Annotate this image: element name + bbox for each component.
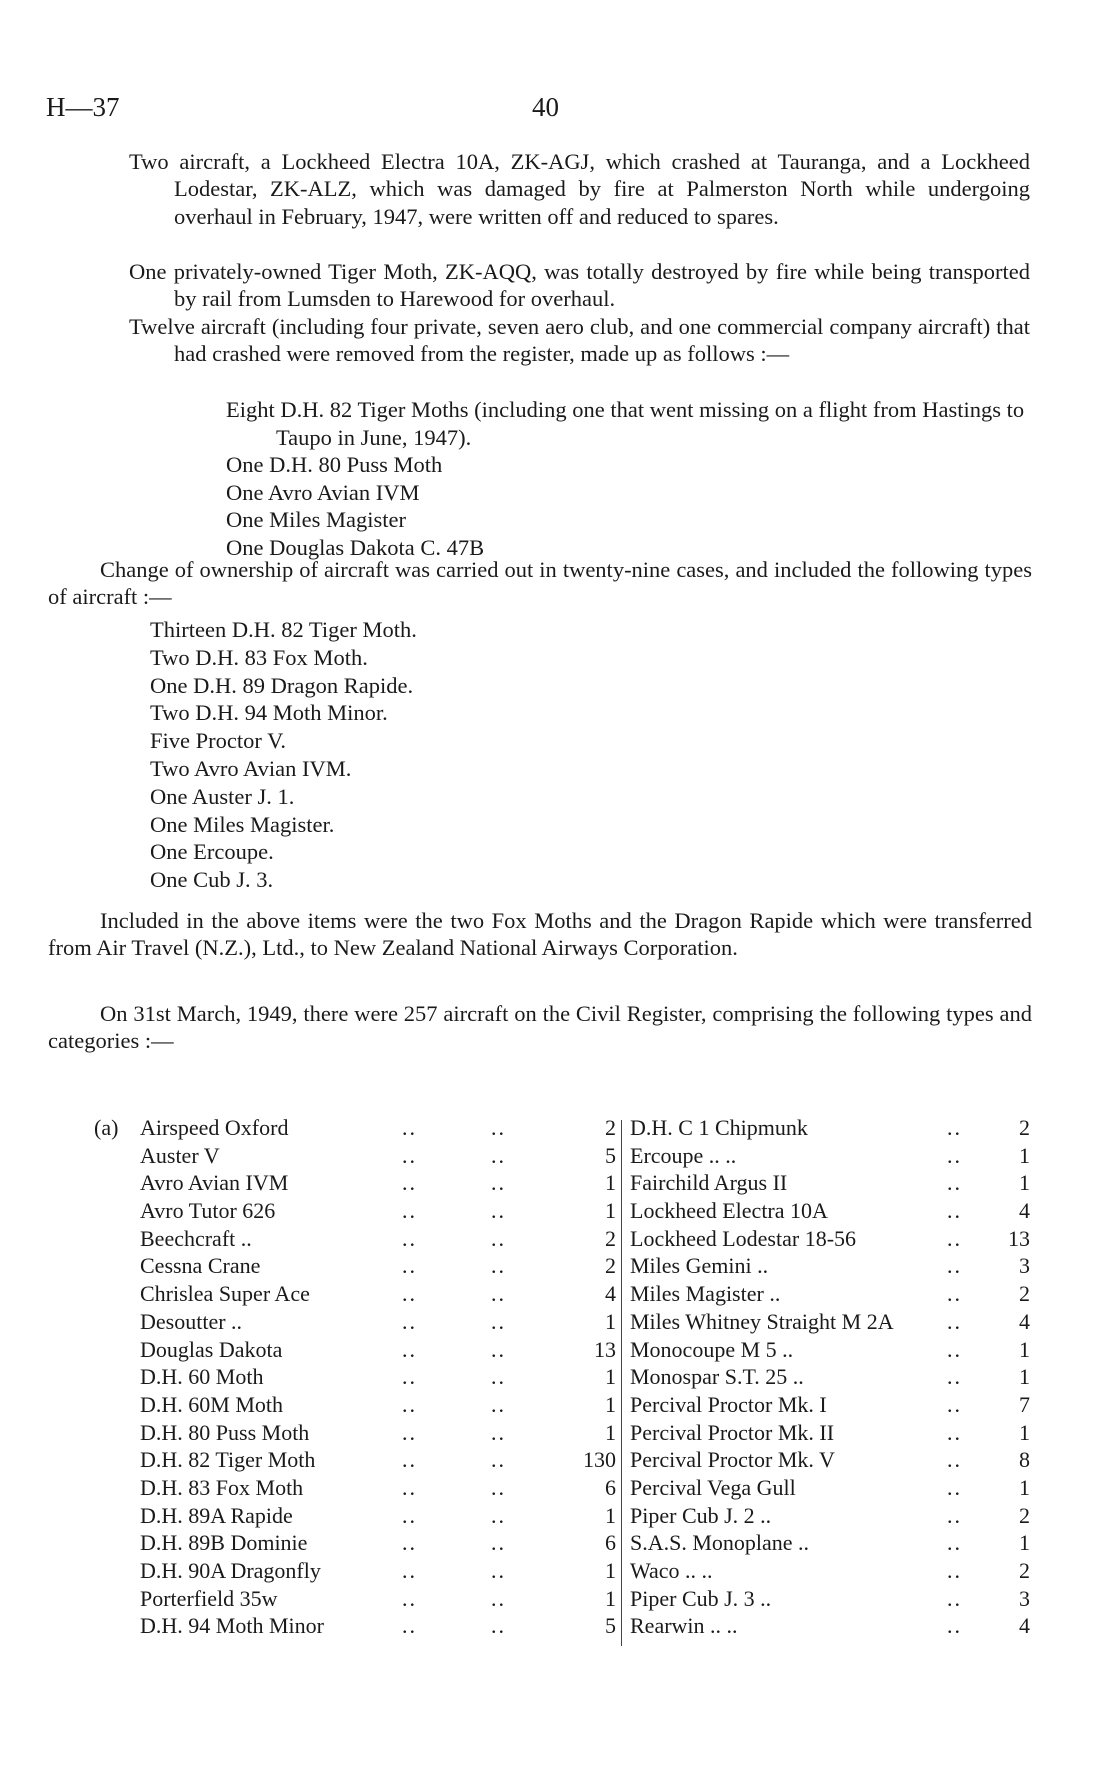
aircraft-type: Miles Magister ..: [630, 1281, 781, 1307]
aircraft-count: 1: [1019, 1364, 1030, 1390]
aircraft-type: D.H. 89A Rapide: [140, 1502, 293, 1528]
list-item: One Miles Magister.: [150, 811, 335, 837]
leader-dots: ..: [947, 1502, 962, 1528]
leader-dots: ..: [402, 1198, 417, 1224]
aircraft-count: 1: [1019, 1530, 1030, 1556]
leader-dots: ..: [491, 1198, 506, 1224]
ownership-type-list: [150, 616, 750, 894]
paragraph-crashed-removed: Twelve aircraft (including four private, seven aero club, and one commercial company aircraft) that had crashed were removed from the register, made up as follows :—: [129, 314, 1030, 367]
aircraft-type: Monospar S.T. 25 ..: [630, 1364, 804, 1390]
list-item: One Miles Magister: [226, 507, 406, 532]
aircraft-type: Ercoupe .. ..: [630, 1142, 737, 1168]
aircraft-type: S.A.S. Monoplane ..: [630, 1530, 810, 1556]
aircraft-count: 2: [605, 1115, 616, 1140]
aircraft-count: 2: [1019, 1502, 1030, 1528]
leader-dots: ..: [947, 1198, 962, 1224]
aircraft-count: 6: [605, 1474, 616, 1500]
table-row: [630, 1557, 1030, 1585]
leader-dots: ..: [402, 1558, 417, 1583]
list-item: Two D.H. 83 Fox Moth.: [150, 644, 368, 670]
leader-dots: ..: [491, 1613, 506, 1639]
category-marker: (a): [94, 1115, 119, 1140]
table-row: [630, 1114, 1030, 1142]
table-row: [140, 1308, 616, 1336]
leader-dots: ..: [491, 1142, 506, 1168]
aircraft-count: 1: [605, 1198, 616, 1224]
aircraft-type: D.H. 60 Moth: [140, 1364, 264, 1390]
register-left-column: [140, 1114, 616, 1640]
leader-dots: ..: [947, 1391, 962, 1417]
aircraft-count: 1: [605, 1364, 616, 1390]
leader-dots: ..: [947, 1474, 962, 1500]
register-right-column: [630, 1114, 1030, 1640]
leader-dots: ..: [402, 1336, 417, 1362]
leader-dots: ..: [491, 1281, 506, 1307]
leader-dots: ..: [491, 1558, 506, 1583]
leader-dots: ..: [402, 1281, 417, 1307]
leader-dots: ..: [947, 1364, 962, 1390]
table-row: [630, 1474, 1030, 1502]
aircraft-count: 1: [1019, 1336, 1030, 1362]
leader-dots: ..: [402, 1530, 417, 1556]
leader-dots: ..: [947, 1447, 962, 1473]
page-header: [46, 92, 1046, 132]
leader-dots: ..: [402, 1419, 417, 1445]
aircraft-count: 5: [605, 1613, 616, 1639]
aircraft-count: 13: [1008, 1225, 1030, 1251]
aircraft-type: Rearwin .. ..: [630, 1613, 738, 1639]
list-item: Two Avro Avian IVM.: [150, 755, 352, 781]
aircraft-type: Waco .. ..: [630, 1558, 713, 1583]
list-item: One Avro Avian IVM: [226, 479, 420, 505]
aircraft-count: 1: [1019, 1142, 1030, 1168]
aircraft-type: D.H. 60M Moth: [140, 1391, 284, 1417]
aircraft-type: Chrislea Super Ace: [140, 1281, 310, 1307]
leader-dots: ..: [947, 1225, 962, 1251]
aircraft-count: 8: [1019, 1447, 1030, 1473]
leader-dots: ..: [947, 1115, 962, 1140]
list-item: One Douglas Dakota C. 47B: [226, 534, 485, 560]
leader-dots: ..: [947, 1530, 962, 1556]
aircraft-count: 3: [1019, 1585, 1030, 1611]
leader-dots: ..: [947, 1613, 962, 1639]
aircraft-type: Douglas Dakota: [140, 1336, 283, 1362]
aircraft-type: Miles Gemini ..: [630, 1253, 769, 1279]
table-row: [140, 1114, 616, 1142]
leader-dots: ..: [491, 1308, 506, 1334]
aircraft-type: Piper Cub J. 2 ..: [630, 1502, 772, 1528]
aircraft-type: D.H. 89B Dominie: [140, 1530, 308, 1556]
table-row: [630, 1252, 1030, 1280]
table-row: [630, 1502, 1030, 1530]
table-row: [140, 1419, 616, 1447]
aircraft-type: D.H. 82 Tiger Moth: [140, 1447, 316, 1473]
table-row: [140, 1585, 616, 1613]
leader-dots: ..: [947, 1585, 962, 1611]
table-row: [630, 1336, 1030, 1364]
leader-dots: ..: [491, 1447, 506, 1473]
leader-dots: ..: [491, 1474, 506, 1500]
aircraft-type: Beechcraft ..: [140, 1225, 252, 1251]
aircraft-type: Airspeed Oxford: [140, 1115, 289, 1140]
leader-dots: ..: [947, 1558, 962, 1583]
table-row: [140, 1612, 616, 1640]
aircraft-count: 7: [1019, 1391, 1030, 1417]
paragraph-transferred: Included in the above items were the two Fox Moths and the Dragon Rapide which were transferred from Air Travel (N.Z.), Ltd., to New Zealand National Airways Corporation.: [48, 908, 1032, 961]
aircraft-type: Avro Tutor 626: [140, 1198, 276, 1224]
aircraft-type: Lockheed Lodestar 18-56: [630, 1225, 857, 1251]
aircraft-count: 4: [1019, 1198, 1030, 1224]
aircraft-count: 1: [605, 1391, 616, 1417]
aircraft-type: Miles Whitney Straight M 2A: [630, 1308, 894, 1334]
table-row: [630, 1142, 1030, 1170]
list-item: One D.H. 89 Dragon Rapide.: [150, 672, 414, 698]
aircraft-count: 1: [1019, 1474, 1030, 1500]
aircraft-count: 1: [605, 1585, 616, 1611]
aircraft-type: Auster V: [140, 1142, 220, 1168]
aircraft-count: 5: [605, 1142, 616, 1168]
table-row: [630, 1169, 1030, 1197]
leader-dots: ..: [491, 1253, 506, 1279]
leader-dots: ..: [402, 1308, 417, 1334]
leader-dots: ..: [402, 1613, 417, 1639]
aircraft-type: Lockheed Electra 10A: [630, 1198, 828, 1224]
table-row: [140, 1502, 616, 1530]
aircraft-type: Monocoupe M 5 ..: [630, 1336, 794, 1362]
table-row: [140, 1252, 616, 1280]
aircraft-count: 2: [1019, 1558, 1030, 1583]
list-item: Thirteen D.H. 82 Tiger Moth.: [150, 617, 417, 642]
leader-dots: ..: [402, 1142, 417, 1168]
table-row: [140, 1336, 616, 1364]
aircraft-count: 4: [1019, 1308, 1030, 1334]
leader-dots: ..: [491, 1419, 506, 1445]
leader-dots: ..: [947, 1336, 962, 1362]
list-item: One Cub J. 3.: [150, 867, 274, 893]
table-row: [140, 1225, 616, 1253]
table-row: [630, 1612, 1030, 1640]
aircraft-type: Percival Vega Gull: [630, 1474, 796, 1500]
aircraft-type: Percival Proctor Mk. V: [630, 1447, 835, 1473]
aircraft-type: Percival Proctor Mk. I: [630, 1391, 827, 1417]
aircraft-count: 13: [594, 1336, 616, 1362]
column-divider: [621, 1120, 622, 1646]
table-row: [630, 1280, 1030, 1308]
leader-dots: ..: [491, 1115, 506, 1140]
leader-dots: ..: [491, 1170, 506, 1196]
aircraft-type: Fairchild Argus II: [630, 1170, 788, 1196]
aircraft-count: 2: [1019, 1281, 1030, 1307]
table-row: [630, 1225, 1030, 1253]
table-row: [140, 1142, 616, 1170]
aircraft-count: 130: [583, 1447, 616, 1473]
leader-dots: ..: [402, 1474, 417, 1500]
paragraph-civil-register: On 31st March, 1949, there were 257 aircraft on the Civil Register, comprising the following types and categories :—: [48, 1001, 1032, 1054]
leader-dots: ..: [491, 1225, 506, 1251]
paragraph-tiger-moth-fire: One privately-owned Tiger Moth, ZK-AQQ, was totally destroyed by fire while being transported by rail from Lumsden to Harewood for overhaul.: [129, 259, 1030, 312]
aircraft-count: 4: [1019, 1613, 1030, 1639]
leader-dots: ..: [947, 1142, 962, 1168]
leader-dots: ..: [402, 1447, 417, 1473]
table-row: [630, 1363, 1030, 1391]
table-row: [630, 1419, 1030, 1447]
leader-dots: ..: [947, 1170, 962, 1196]
table-row: [630, 1391, 1030, 1419]
list-item: One D.H. 80 Puss Moth: [226, 452, 443, 477]
aircraft-type: D.H. 94 Moth Minor: [140, 1613, 324, 1639]
table-row: [630, 1308, 1030, 1336]
table-row: [140, 1363, 616, 1391]
list-item: Five Proctor V.: [150, 728, 287, 754]
list-item: One Ercoupe.: [150, 839, 274, 865]
leader-dots: ..: [947, 1419, 962, 1445]
table-row: [140, 1169, 616, 1197]
document-reference: H—37: [46, 92, 120, 122]
leader-dots: ..: [491, 1336, 506, 1362]
crashed-aircraft-list: [226, 396, 1032, 561]
aircraft-count: 1: [1019, 1170, 1030, 1196]
aircraft-count: 1: [605, 1170, 616, 1196]
aircraft-type: Avro Avian IVM: [140, 1170, 289, 1196]
leader-dots: ..: [402, 1170, 417, 1196]
table-row: [630, 1446, 1030, 1474]
aircraft-count: 3: [1019, 1253, 1030, 1279]
table-row: [140, 1446, 616, 1474]
leader-dots: ..: [491, 1502, 506, 1528]
aircraft-count: 2: [1019, 1115, 1030, 1140]
aircraft-count: 1: [605, 1308, 616, 1334]
aircraft-count: 1: [605, 1419, 616, 1445]
aircraft-type: Percival Proctor Mk. II: [630, 1419, 835, 1445]
leader-dots: ..: [491, 1364, 506, 1390]
leader-dots: ..: [402, 1115, 417, 1140]
aircraft-count: 2: [605, 1253, 616, 1279]
aircraft-type: Cessna Crane: [140, 1253, 261, 1279]
leader-dots: ..: [402, 1502, 417, 1528]
table-row: [140, 1197, 616, 1225]
table-row: [630, 1197, 1030, 1225]
table-row: [140, 1391, 616, 1419]
table-row: [140, 1557, 616, 1585]
aircraft-count: 4: [605, 1281, 616, 1307]
leader-dots: ..: [402, 1364, 417, 1390]
leader-dots: ..: [947, 1308, 962, 1334]
aircraft-count: 6: [605, 1530, 616, 1556]
aircraft-count: 2: [605, 1225, 616, 1251]
aircraft-type: D.H. 90A Dragonfly: [140, 1558, 321, 1583]
table-row: [630, 1585, 1030, 1613]
aircraft-type: D.H. C 1 Chipmunk: [630, 1115, 808, 1140]
aircraft-type: Piper Cub J. 3 ..: [630, 1585, 772, 1611]
leader-dots: ..: [491, 1391, 506, 1417]
table-row: [140, 1280, 616, 1308]
list-item: Eight D.H. 82 Tiger Moths (including one that went missing on a flight from Hastings to Taupo in June, 1947).: [226, 397, 1025, 450]
page-number: 40: [532, 92, 559, 122]
paragraph-change-of-ownership: Change of ownership of aircraft was carried out in twenty-nine cases, and included the following types of aircraft :—: [48, 557, 1032, 610]
aircraft-type: D.H. 83 Fox Moth: [140, 1474, 304, 1500]
aircraft-type: D.H. 80 Puss Moth: [140, 1419, 310, 1445]
aircraft-count: 1: [605, 1502, 616, 1528]
table-row: [140, 1529, 616, 1557]
aircraft-type: Porterfield 35w: [140, 1585, 278, 1611]
leader-dots: ..: [491, 1530, 506, 1556]
list-item: One Auster J. 1.: [150, 783, 295, 809]
leader-dots: ..: [402, 1253, 417, 1279]
leader-dots: ..: [402, 1225, 417, 1251]
aircraft-count: 1: [605, 1558, 616, 1583]
aircraft-type: Desoutter ..: [140, 1308, 243, 1334]
leader-dots: ..: [402, 1585, 417, 1611]
leader-dots: ..: [947, 1281, 962, 1307]
table-row: [630, 1529, 1030, 1557]
leader-dots: ..: [402, 1391, 417, 1417]
aircraft-count: 1: [1019, 1419, 1030, 1445]
paragraph-written-off: Two aircraft, a Lockheed Electra 10A, ZK-AGJ, which crashed at Tauranga, and a Lockheed Lodestar, ZK-ALZ, which was damaged by fire at Palmerston North while undergoing overhaul in February, 1947, were written off and reduced to spares.: [129, 149, 1030, 229]
leader-dots: ..: [947, 1253, 962, 1279]
leader-dots: ..: [491, 1585, 506, 1611]
list-item: Two D.H. 94 Moth Minor.: [150, 700, 388, 726]
table-row: [140, 1474, 616, 1502]
